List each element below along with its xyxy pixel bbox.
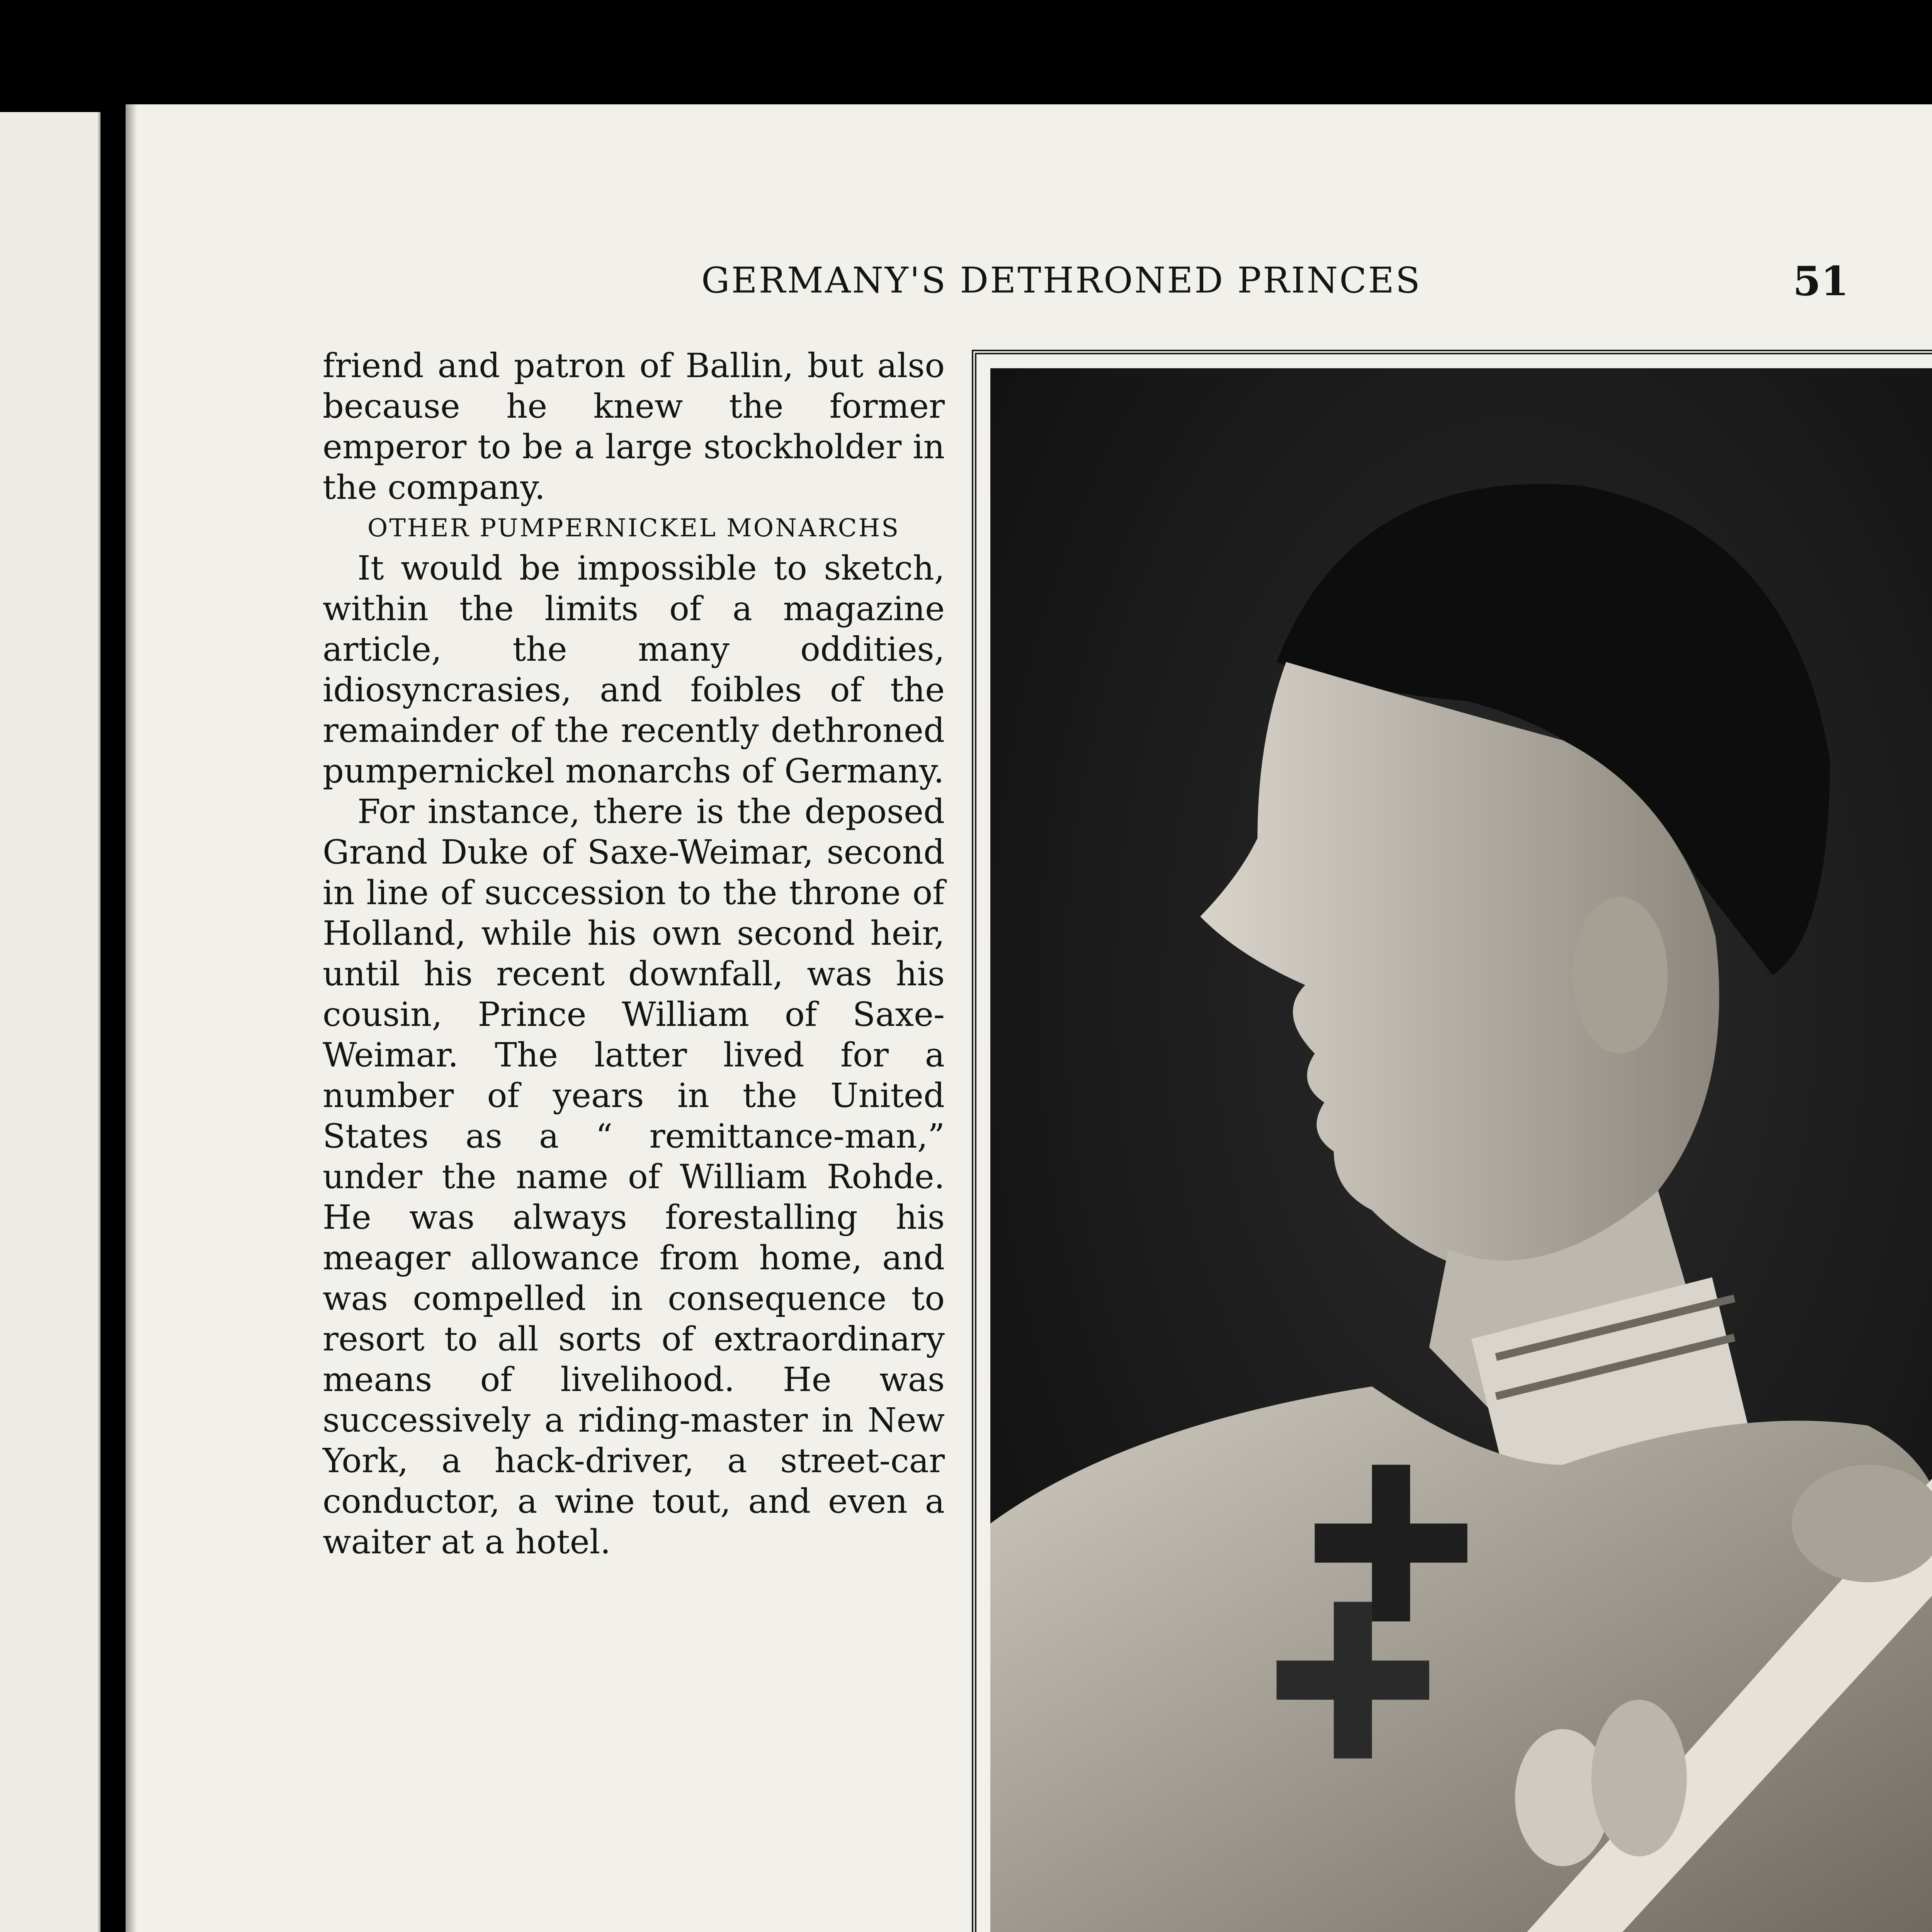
- page-number: 51: [1793, 257, 1849, 305]
- body-paragraph: For instance, there is the deposed Grand Duke of Saxe-Weimar, second in line of succession to the throne of Holland, while his own second heir, until his recent downfall, was his cousin, Prince William of Saxe-Weimar. The latter lived for a number of years in the United States as a “ remittance-man,” under the name of William Rohde. He was always forestalling his meager allowance from home, and was compelled in consequence to resort to all sorts of extraordinary means of livelihood. He was successively a riding-master in New York, a hack-driver, a street-car conductor, a wine tout, and even a waiter at a hotel.: [323, 793, 945, 1561]
- opening-paragraph: friend and patron of Ballin, but also because he knew the former emperor to be a large stockholder in the company.: [323, 347, 945, 507]
- portrait-photo: [990, 368, 1932, 1932]
- previous-page-edge: [0, 112, 100, 1932]
- left-column-top: [323, 346, 945, 1563]
- magazine-page: [126, 104, 1932, 1932]
- portrait-frame: [972, 350, 1932, 1932]
- portrait-illustration: [990, 368, 1932, 1932]
- section-subheading: OTHER PUMPERNICKEL MONARCHS: [367, 514, 900, 543]
- gutter-shadow: [126, 104, 137, 1932]
- running-title: GERMANY'S DETHRONED PRINCES: [701, 260, 1422, 301]
- body-paragraph: It would be impossible to sketch, within the limits of a magazine article, the many oddities, idiosyncrasies, and foibles of the remainder of the recently dethroned pumpernickel monarchs of Germany.: [323, 549, 945, 791]
